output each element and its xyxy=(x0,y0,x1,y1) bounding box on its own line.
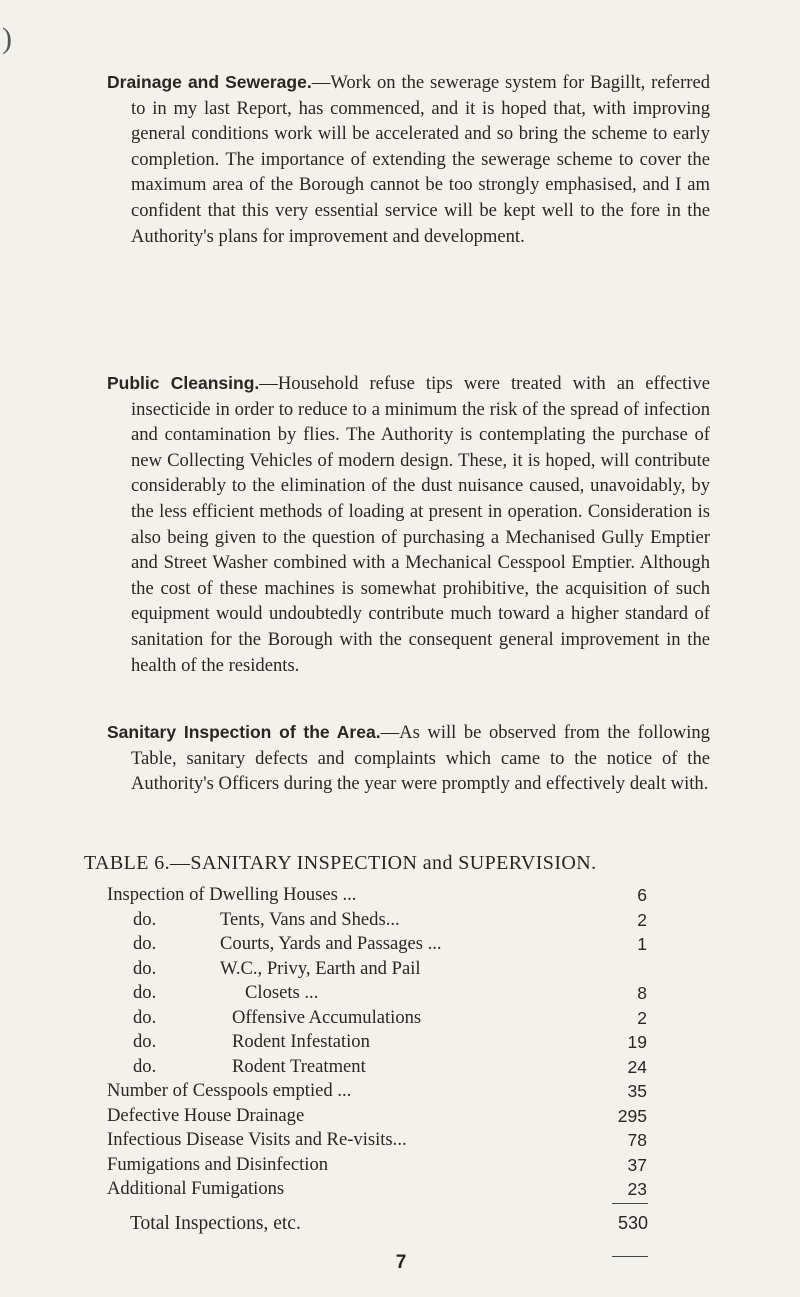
row-value: 295 xyxy=(617,1105,647,1126)
table-row xyxy=(107,932,647,957)
inspection-table xyxy=(107,883,647,1202)
row-value: 37 xyxy=(627,1154,647,1175)
row-value: 19 xyxy=(627,1032,647,1052)
row-value: 2 xyxy=(637,1007,647,1028)
inspection-text: —As will be observed from the following Table, sanitary defects and complaints which came to the notice of the Authority's Officers during the year were promptly and effectively dealt with. xyxy=(131,722,710,795)
row-label: do. xyxy=(133,1006,157,1028)
table-row xyxy=(107,1030,647,1055)
total-rule-bottom xyxy=(612,1256,648,1257)
table-row xyxy=(107,908,647,933)
row-value: 6 xyxy=(637,885,647,905)
row-label: do. xyxy=(133,933,157,954)
drainage-paragraph xyxy=(107,70,710,249)
inspection-heading: Sanitary Inspection of the Area. xyxy=(107,722,381,742)
table-row xyxy=(107,1006,647,1031)
row-label: Fumigations and Disinfection xyxy=(107,1153,329,1175)
table-row xyxy=(107,1128,647,1153)
cleansing-paragraph xyxy=(107,371,710,678)
row-label: do. xyxy=(133,1031,157,1052)
row-description: Tents, Vans and Sheds... xyxy=(220,908,400,930)
row-label: do. xyxy=(133,1055,157,1077)
table-row xyxy=(107,1079,647,1104)
table-row xyxy=(107,957,647,982)
total-value: 530 xyxy=(617,1213,648,1233)
row-value: 2 xyxy=(637,909,647,930)
total-label: Total Inspections, etc. xyxy=(130,1213,301,1234)
page-number: 7 xyxy=(395,1252,407,1273)
row-description: W.C., Privy, Earth and Pail xyxy=(220,957,421,979)
row-description: Rodent Treatment xyxy=(232,1055,366,1077)
corner-mark: ) xyxy=(2,22,12,55)
drainage-text: —Work on the sewerage system for Bagillt, referred to in my last Report, has commenced, and it is hoped that, with improving general conditions work will be accelerated and so bring the scheme to early completion. The importance of extending the sewerage scheme to cover the maximum area of the Borough cannot be too strongly emphasised, and I am confident that this very essential service will be kept well to the fore in the Authority's plans for improvement and development. xyxy=(131,72,710,247)
row-value: 78 xyxy=(627,1130,647,1150)
cleansing-heading: Public Cleansing. xyxy=(107,373,260,393)
row-value: 1 xyxy=(637,934,647,954)
row-label: do. xyxy=(133,982,157,1003)
row-description: Closets ... xyxy=(245,982,319,1003)
row-description: Rodent Infestation xyxy=(232,1031,370,1052)
inspection-paragraph xyxy=(107,720,710,797)
drainage-heading: Drainage and Sewerage. xyxy=(107,72,312,92)
cleansing-text: —Household refuse tips were treated with an effective insecticide in order to reduce to a minimum the risk of the spread of infection and contamination by flies. The Authority is contemplating the purchase of new Collecting Vehicles of modern design. These, it is hoped, will contribute considerably to the elimination of the dust nuisance caused, unavoidably, by the less efficient methods of loading at present in operation. Consideration is also being given to the question of purchasing a Mechanised Gully Emptier and Street Washer combined with a Mechanical Cesspool Emptier. Although the cost of these machines is somewhat prohibitive, the acquisition of such equipment would undoubtedly contribute much toward a higher standard of sanitation for the Borough with the consequent general improvement in the health of the residents. xyxy=(131,373,710,676)
row-label: Additional Fumigations xyxy=(107,1178,285,1199)
row-value: 23 xyxy=(627,1179,647,1199)
table-row xyxy=(107,1055,647,1080)
row-label: Number of Cesspools emptied ... xyxy=(107,1080,352,1101)
row-value: 24 xyxy=(627,1056,647,1077)
row-label: Defective House Drainage xyxy=(107,1104,305,1126)
table-row xyxy=(107,1153,647,1178)
row-label: do. xyxy=(133,957,157,979)
row-value: 8 xyxy=(637,983,647,1003)
total-rule-top xyxy=(612,1203,648,1204)
row-label: Inspection of Dwelling Houses ... xyxy=(107,884,357,905)
table-row xyxy=(107,1177,647,1202)
table-title: TABLE 6.—SANITARY INSPECTION and SUPERVISION. xyxy=(84,852,597,874)
total-row xyxy=(130,1213,648,1241)
table-row xyxy=(107,981,647,1006)
row-label: do. xyxy=(133,908,157,930)
row-label: Infectious Disease Visits and Re-visits... xyxy=(107,1129,407,1150)
table-row xyxy=(107,883,647,908)
table-row xyxy=(107,1104,647,1129)
row-description: Offensive Accumulations xyxy=(232,1006,422,1028)
row-description: Courts, Yards and Passages ... xyxy=(220,933,442,954)
row-value: 35 xyxy=(627,1081,647,1101)
